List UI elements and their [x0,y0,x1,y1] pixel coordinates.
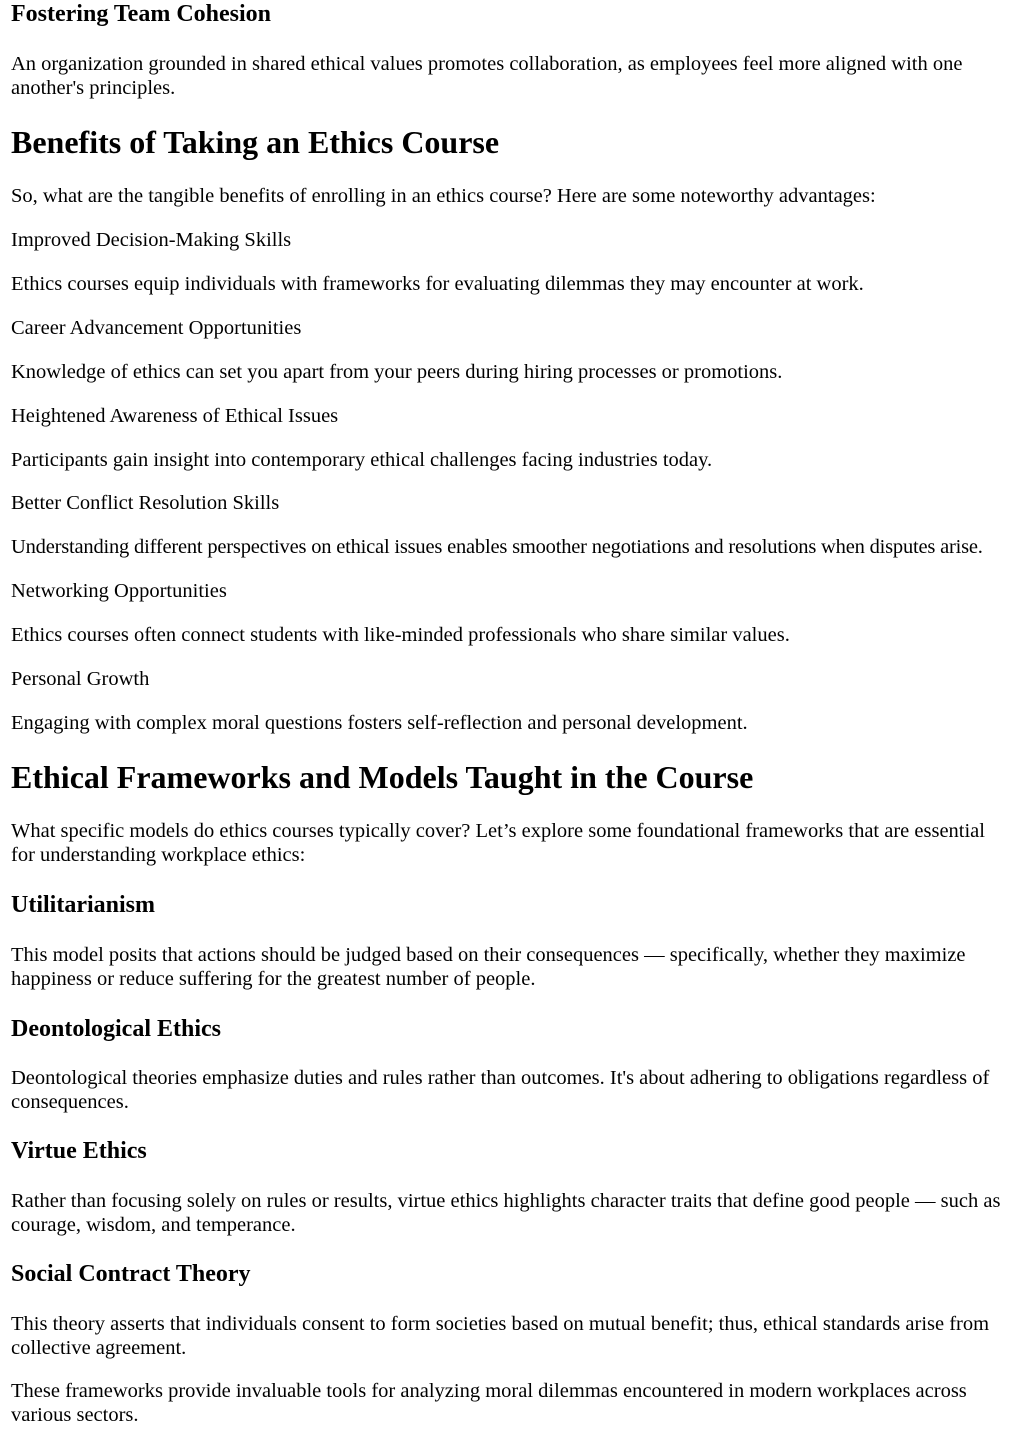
benefit-description: Knowledge of ethics can set you apart from your peers during hiring processes or promotions. [11,361,783,383]
framework-title: Utilitarianism [11,892,155,918]
framework-title: Social Contract Theory [11,1261,251,1287]
framework-title: Deontological Ethics [11,1016,221,1042]
benefit-description: Ethics courses equip individuals with frameworks for evaluating dilemmas they may encounter at work. [11,273,864,295]
benefit-description: Participants gain insight into contemporary ethical challenges facing industries today. [11,449,713,471]
benefit-title: Better Conflict Resolution Skills [11,492,280,514]
framework-description: This model posits that actions should be judged based on their consequences — specifically, whether they maximize happiness or reduce suffering for the greatest number of people. [11,944,966,990]
benefit-description: Understanding different perspectives on ethical issues enables smoother negotiations and resolutions when disputes arise. [11,536,983,558]
benefit-description: Ethics courses often connect students with like-minded professionals who share similar values. [11,624,790,646]
framework-title: Virtue Ethics [11,1138,147,1164]
benefit-description: Engaging with complex moral questions fosters self-reflection and personal development. [11,712,748,734]
frameworks-intro: What specific models do ethics courses typically cover? Let’s explore some foundational frameworks that are essential for understanding workplace ethics: [11,820,985,866]
benefit-title: Improved Decision-Making Skills [11,229,292,251]
benefits-intro: So, what are the tangible benefits of enrolling in an ethics course? Here are some noteworthy advantages: [11,185,876,207]
framework-description: This theory asserts that individuals consent to form societies based on mutual benefit; thus, ethical standards arise from collective agreement. [11,1313,990,1359]
benefit-title: Personal Growth [11,668,150,690]
framework-description: Rather than focusing solely on rules or results, virtue ethics highlights character traits that define good people — such as courage, wisdom, and temperance. [11,1190,1001,1236]
benefit-title: Heightened Awareness of Ethical Issues [11,405,339,427]
team-cohesion-heading: Fostering Team Cohesion [11,1,272,27]
team-cohesion-paragraph: An organization grounded in shared ethical values promotes collaboration, as employees feel more aligned with one another's principles. [11,53,963,99]
framework-description: Deontological theories emphasize duties and rules rather than outcomes. It's about adhering to obligations regardless of consequences. [11,1067,990,1113]
frameworks-closing: These frameworks provide invaluable tools for analyzing moral dilemmas encountered in modern workplaces across various sectors. [11,1380,967,1426]
benefit-title: Networking Opportunities [11,580,227,602]
benefits-heading: Benefits of Taking an Ethics Course [11,124,500,160]
frameworks-heading: Ethical Frameworks and Models Taught in the Course [11,759,754,795]
benefit-title: Career Advancement Opportunities [11,317,302,339]
